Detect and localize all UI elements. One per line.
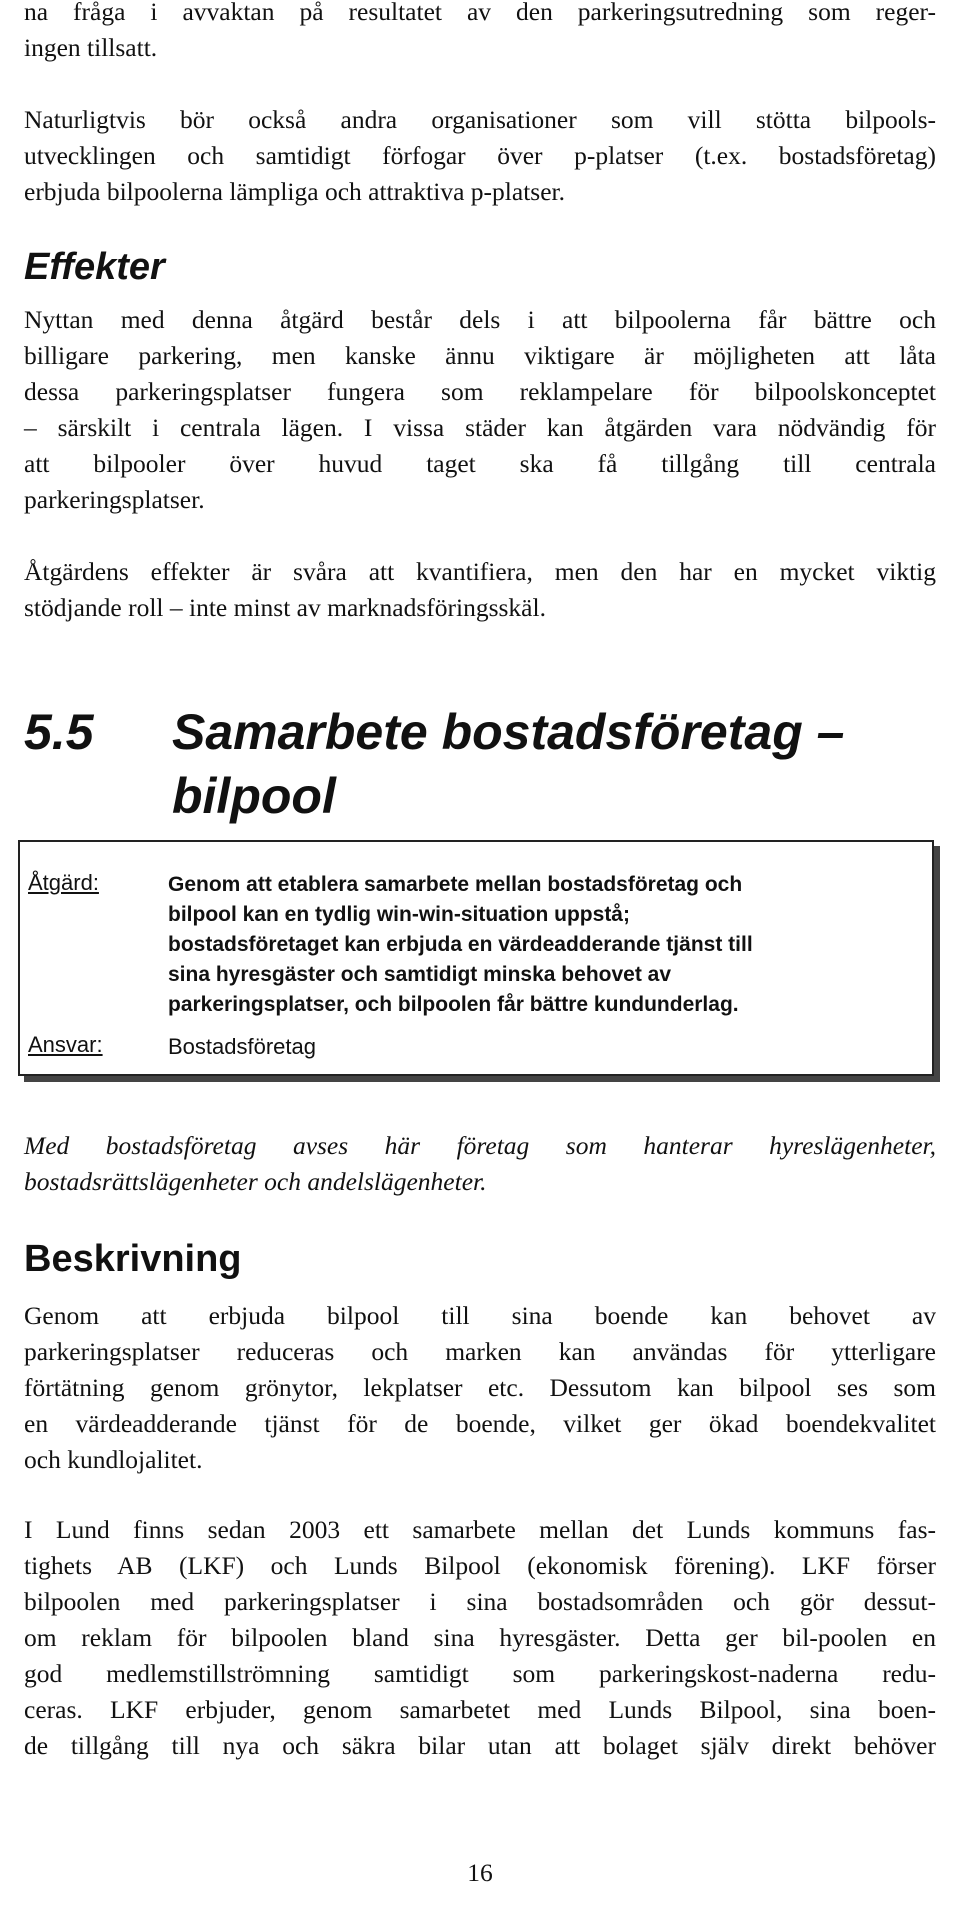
text-line: ingen tillsatt. xyxy=(24,33,158,62)
heading-effekter: Effekter xyxy=(24,246,165,288)
text-line: om reklam för bilpoolen bland sina hyresgäster. Detta ger bil-poolen en xyxy=(24,1623,936,1652)
section-title-line: bilpool xyxy=(172,768,336,824)
atgard-label: Åtgärd: xyxy=(28,870,99,895)
beskrivning-paragraph-1 xyxy=(24,1298,936,1478)
text-line: parkeringsplatser. xyxy=(24,485,205,514)
section-title xyxy=(172,700,932,828)
heading-beskrivning: Beskrivning xyxy=(24,1238,242,1280)
text-line: Åtgärdens effekter är svåra att kvantifiera, men den har en mycket viktig xyxy=(24,557,936,586)
text-line: god medlemstillströmning samtidigt som parkeringskost-naderna redu- xyxy=(24,1659,936,1688)
atgard-text xyxy=(168,870,908,1020)
text-line: tighets AB (LKF) och Lunds Bilpool (ekonomisk förening). LKF förser xyxy=(24,1551,936,1580)
text-line: ceras. LKF erbjuder, genom samarbetet med Lunds Bilpool, sina boen- xyxy=(24,1695,936,1724)
text-line: I Lund finns sedan 2003 ett samarbete mellan det Lunds kommuns fas- xyxy=(24,1515,936,1544)
text-line: – särskilt i centrala lägen. I vissa städer kan åtgärden vara nödvändig för xyxy=(24,413,936,442)
text-line: dessa parkeringsplatser fungera som reklampelare för bilpoolskonceptet xyxy=(24,377,936,406)
text-line: förtätning genom grönytor, lekplatser etc. Dessutom kan bilpool ses som xyxy=(24,1373,936,1402)
text-line: stödjande roll – inte minst av marknadsföringsskäl. xyxy=(24,593,546,622)
atgard-line: bilpool kan en tydlig win-win-situation uppstå; xyxy=(168,903,630,926)
text-line: billigare parkering, men kanske ännu viktigare är möjligheten att låta xyxy=(24,341,936,370)
atgard-line: bostadsföretaget kan erbjuda en värdeadderande tjänst till xyxy=(168,933,753,956)
section-number: 5.5 xyxy=(24,704,94,760)
section-heading xyxy=(24,700,845,824)
text-line: en värdeadderande tjänst för de boende, vilket ger ökad boendekvalitet xyxy=(24,1409,936,1438)
text-line: att bilpooler över huvud taget ska få tillgång till centrala xyxy=(24,449,936,478)
text-line: parkeringsplatser reduceras och marken kan användas för ytterligare xyxy=(24,1337,936,1366)
text-line: utvecklingen och samtidigt förfogar över p-platser (t.ex. bostadsföretag) xyxy=(24,141,936,170)
text-line: bilpoolen med parkeringsplatser i sina bostadsområden och gör dessut- xyxy=(24,1587,936,1616)
page-number: 16 xyxy=(467,1858,493,1887)
text-line: Nyttan med denna åtgärd består dels i att bilpoolerna får bättre och xyxy=(24,305,936,334)
text-line: na fråga i avvaktan på resultatet av den parkeringsutredning som reger- xyxy=(24,0,936,26)
text-line: de tillgång till nya och säkra bilar utan att bolaget själv direkt behöver xyxy=(24,1731,936,1760)
ansvar-label: Ansvar: xyxy=(28,1032,103,1057)
effekter-paragraph-2 xyxy=(24,554,936,626)
atgard-line: parkeringsplatser, och bilpoolen får bättre kundunderlag. xyxy=(168,993,739,1016)
section-title-line: Samarbete bostadsföretag – xyxy=(172,704,845,760)
beskrivning-paragraph-2 xyxy=(24,1512,936,1764)
action-box xyxy=(18,840,934,1076)
intro-paragraph xyxy=(24,0,936,66)
definition-note xyxy=(24,1128,936,1200)
text-line: och kundlojalitet. xyxy=(24,1445,203,1474)
text-line: Genom att erbjuda bilpool till sina boende kan behovet av xyxy=(24,1301,936,1330)
text-line: bostadsrättslägenheter och andelslägenheter. xyxy=(24,1167,487,1196)
text-line: Med bostadsföretag avses här företag som hanterar hyreslägenheter, xyxy=(24,1131,936,1160)
ansvar-value: Bostadsföretag xyxy=(168,1034,316,1059)
text-line: erbjuda bilpoolerna lämpliga och attraktiva p-platser. xyxy=(24,177,565,206)
atgard-line: Genom att etablera samarbete mellan bostadsföretag och xyxy=(168,873,743,896)
text-line: Naturligtvis bör också andra organisationer som vill stötta bilpools- xyxy=(24,105,936,134)
intro-paragraph-2 xyxy=(24,102,936,210)
atgard-line: sina hyresgäster och samtidigt minska behovet av xyxy=(168,963,672,986)
effekter-paragraph-1 xyxy=(24,302,936,518)
